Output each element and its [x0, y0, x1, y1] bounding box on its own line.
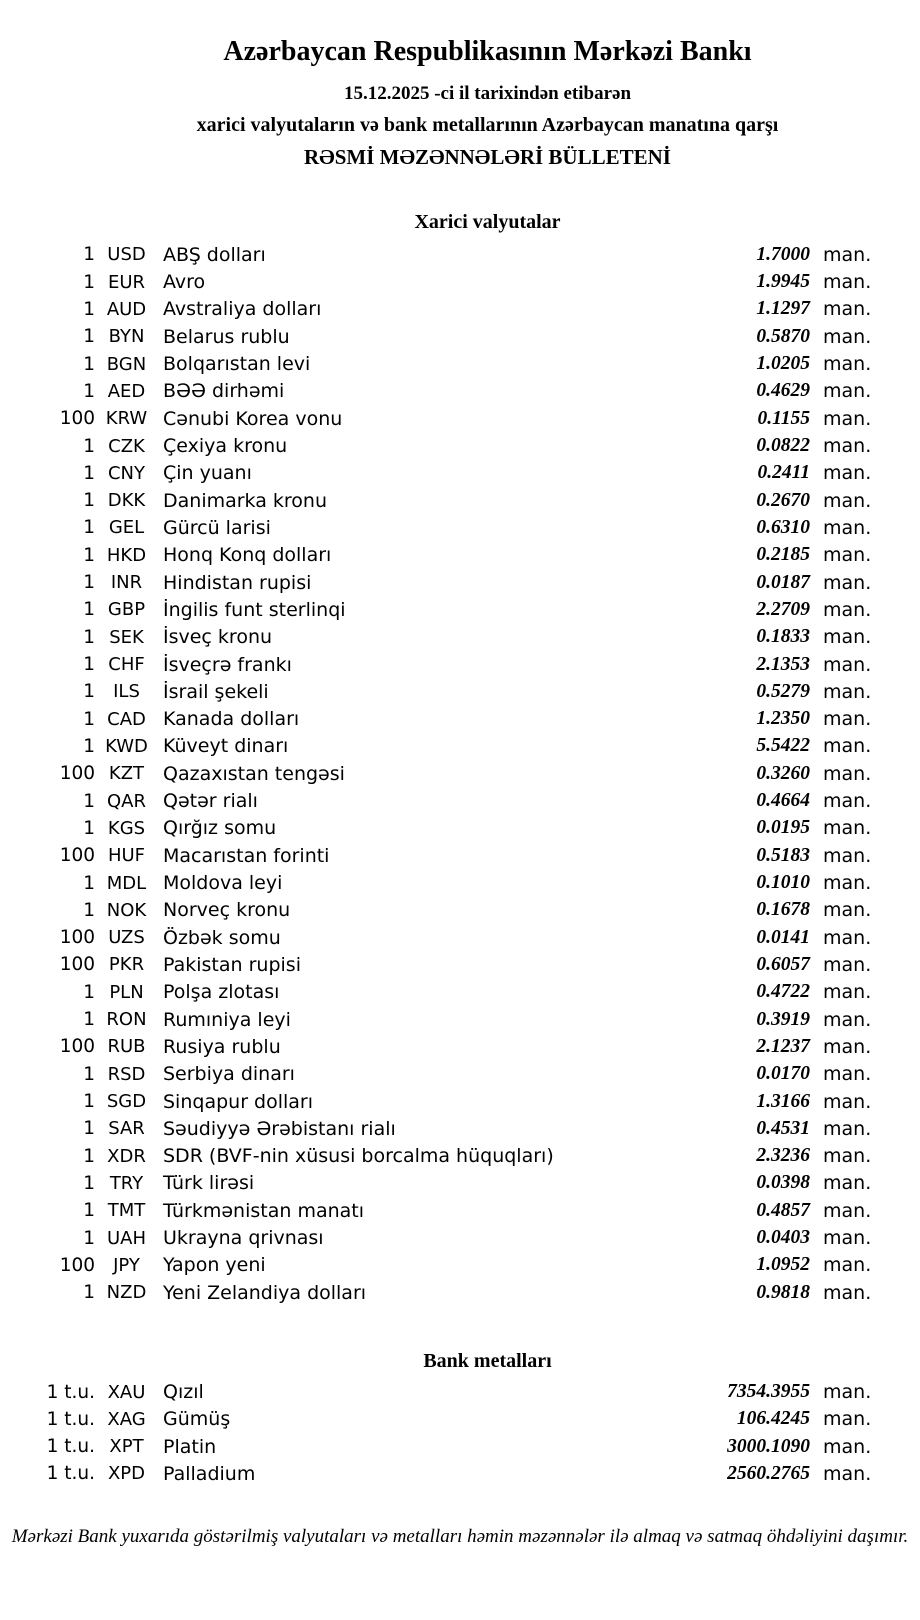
- currency-name: İngilis funt sterlinqi: [163, 598, 346, 621]
- currency-quantity: 1: [83, 353, 95, 375]
- currency-row: [0, 678, 920, 705]
- currency-row: [0, 432, 920, 459]
- currencies-section-heading: Xarici valyutalar: [414, 211, 561, 234]
- currency-code: UZS: [108, 927, 145, 949]
- manat-unit-label: man.: [823, 1408, 872, 1431]
- currency-rate: 0.0195: [756, 817, 810, 839]
- currency-code: RUB: [107, 1036, 146, 1058]
- currency-code: CHF: [108, 654, 145, 676]
- currency-code: PLN: [109, 981, 144, 1003]
- currency-code: GBP: [107, 599, 146, 621]
- currency-code: AUD: [106, 298, 147, 320]
- currency-rate: 0.3919: [756, 1008, 810, 1030]
- currency-row: [0, 514, 920, 541]
- currency-quantity: 1: [83, 298, 95, 320]
- manat-unit-label: man.: [823, 1090, 872, 1113]
- currency-code: BGN: [106, 353, 147, 375]
- subtitle-line: xarici valyutaların və bank metallarının Azərbaycan manatına qarşı: [196, 114, 779, 137]
- manat-unit-label: man.: [823, 271, 872, 294]
- manat-unit-label: man.: [823, 981, 872, 1004]
- currency-row: [0, 842, 920, 869]
- manat-unit-label: man.: [823, 462, 872, 485]
- currency-name: Avro: [163, 271, 206, 294]
- currency-name: ABŞ dolları: [163, 243, 266, 266]
- currency-quantity: 1: [83, 1227, 95, 1249]
- currency-quantity: 100: [59, 927, 95, 949]
- currency-row: [0, 897, 920, 924]
- metal-quantity: 1 t.u.: [46, 1381, 95, 1403]
- manat-unit-label: man.: [823, 844, 872, 867]
- currency-quantity: 1: [83, 1200, 95, 1222]
- currency-code: USD: [107, 244, 146, 266]
- currency-rate: 0.0187: [756, 571, 810, 593]
- currency-rate: 0.1678: [756, 899, 810, 921]
- manat-unit-label: man.: [823, 626, 872, 649]
- currency-code: KWD: [105, 735, 148, 757]
- currency-code: ILS: [113, 681, 140, 703]
- currency-row: [0, 869, 920, 896]
- currency-rate: 0.4664: [756, 790, 810, 812]
- manat-unit-label: man.: [823, 1227, 872, 1250]
- manat-unit-label: man.: [823, 899, 872, 922]
- currency-row: [0, 1033, 920, 1060]
- currency-quantity: 1: [83, 1145, 95, 1167]
- currency-rate: 2.3236: [756, 1145, 810, 1167]
- currency-code: GEL: [108, 517, 145, 539]
- currency-rate: 1.2350: [756, 708, 810, 730]
- currency-rate: 0.2670: [756, 489, 810, 511]
- currency-quantity: 1: [83, 380, 95, 402]
- currency-code: KRW: [105, 408, 148, 430]
- currency-row: [0, 760, 920, 787]
- metal-quantity: 1 t.u.: [46, 1436, 95, 1458]
- currency-rate: 0.4629: [756, 380, 810, 402]
- currency-rate: 0.0822: [756, 435, 810, 457]
- metal-quantity: 1 t.u.: [46, 1408, 95, 1430]
- currency-rate: 0.9818: [756, 1281, 810, 1303]
- currency-row: [0, 241, 920, 268]
- currency-code: TMT: [107, 1200, 146, 1222]
- manat-unit-label: man.: [823, 1435, 872, 1458]
- currency-name: Ukrayna qrivnası: [163, 1227, 324, 1250]
- manat-unit-label: man.: [823, 872, 872, 895]
- currency-code: KGS: [107, 817, 146, 839]
- manat-unit-label: man.: [823, 544, 872, 567]
- currency-quantity: 1: [83, 462, 95, 484]
- metal-row: [0, 1378, 920, 1405]
- currency-name: Polşa zlotası: [163, 981, 280, 1004]
- metal-rate: 2560.2765: [727, 1462, 810, 1484]
- metal-code: XPD: [107, 1463, 146, 1485]
- manat-unit-label: man.: [823, 435, 872, 458]
- manat-unit-label: man.: [823, 1281, 872, 1304]
- metal-code: XPT: [109, 1436, 144, 1458]
- currency-code: TRY: [109, 1172, 144, 1194]
- metal-row: [0, 1406, 920, 1433]
- currency-quantity: 1: [83, 708, 95, 730]
- currency-quantity: 100: [59, 845, 95, 867]
- currency-rate: 0.0398: [756, 1172, 810, 1194]
- currency-name: Sinqapur dolları: [163, 1090, 314, 1113]
- currency-rate: 2.1237: [756, 1035, 810, 1057]
- currency-quantity: 1: [83, 271, 95, 293]
- manat-unit-label: man.: [823, 380, 872, 403]
- currency-row: [0, 350, 920, 377]
- currency-row: [0, 733, 920, 760]
- currency-rate: 1.1297: [756, 298, 810, 320]
- currency-name: Çin yuanı: [163, 462, 252, 485]
- currency-quantity: 100: [59, 763, 95, 785]
- currency-code: SGD: [106, 1091, 147, 1113]
- currency-row: [0, 460, 920, 487]
- manat-unit-label: man.: [823, 571, 872, 594]
- currency-quantity: 100: [59, 1254, 95, 1276]
- currency-name: Belarus rublu: [163, 325, 290, 348]
- currency-row: [0, 405, 920, 432]
- disclaimer-text: Mərkəzi Bank yuxarıda göstərilmiş valyutaları və metalları həmin məzənnələr ilə almaq və satmaq öhdəliyini daşımır.: [11, 1525, 909, 1547]
- manat-unit-label: man.: [823, 298, 872, 321]
- currency-code: DKK: [107, 490, 146, 512]
- currency-quantity: 1: [83, 517, 95, 539]
- currency-code: EUR: [107, 271, 146, 293]
- currency-name: Qazaxıstan tengəsi: [163, 762, 345, 785]
- currency-name: Türk lirəsi: [163, 1172, 255, 1195]
- currency-row: [0, 951, 920, 978]
- currency-quantity: 1: [83, 681, 95, 703]
- currency-rate: 0.0170: [756, 1063, 810, 1085]
- currency-quantity: 1: [83, 244, 95, 266]
- currency-quantity: 1: [83, 899, 95, 921]
- currency-rate: 2.1353: [756, 653, 810, 675]
- currency-quantity: 1: [83, 1282, 95, 1304]
- currency-name: SDR (BVF-nin xüsusi borcalma hüquqları): [163, 1145, 554, 1168]
- currency-name: Rumıniya leyi: [163, 1008, 291, 1031]
- metals-table: [0, 1378, 920, 1487]
- manat-unit-label: man.: [823, 1381, 872, 1404]
- manat-unit-label: man.: [823, 243, 872, 266]
- currency-quantity: 1: [83, 1118, 95, 1140]
- currency-code: AED: [107, 380, 146, 402]
- currency-rate: 0.4857: [756, 1199, 810, 1221]
- currency-quantity: 1: [83, 572, 95, 594]
- manat-unit-label: man.: [823, 1063, 872, 1086]
- currency-rate: 0.3260: [756, 762, 810, 784]
- manat-unit-label: man.: [823, 817, 872, 840]
- currency-code: HKD: [106, 544, 147, 566]
- currency-row: [0, 269, 920, 296]
- currency-row: [0, 1061, 920, 1088]
- currency-rate: 0.6057: [756, 953, 810, 975]
- currency-name: Küveyt dinarı: [163, 735, 289, 758]
- currency-rate: 1.9945: [756, 271, 810, 293]
- manat-unit-label: man.: [823, 489, 872, 512]
- currency-row: [0, 1224, 920, 1251]
- currency-code: MDL: [106, 872, 147, 894]
- manat-unit-label: man.: [823, 790, 872, 813]
- currency-quantity: 1: [83, 544, 95, 566]
- currency-name: Qırğız somu: [163, 817, 277, 840]
- currency-code: QAR: [107, 790, 146, 812]
- currency-name: Kanada dolları: [163, 708, 300, 731]
- manat-unit-label: man.: [823, 1117, 872, 1140]
- manat-unit-label: man.: [823, 653, 872, 676]
- metal-name: Platin: [163, 1435, 217, 1458]
- currency-name: Macarıstan forinti: [163, 844, 330, 867]
- currency-row: [0, 1252, 920, 1279]
- currency-quantity: 100: [59, 954, 95, 976]
- manat-unit-label: man.: [823, 407, 872, 430]
- metal-rate: 106.4245: [736, 1408, 810, 1430]
- currency-rate: 1.3166: [756, 1090, 810, 1112]
- manat-unit-label: man.: [823, 598, 872, 621]
- manat-unit-label: man.: [823, 1008, 872, 1031]
- currency-rate: 0.1155: [757, 407, 810, 429]
- currency-row: [0, 323, 920, 350]
- currency-rate: 1.0205: [756, 353, 810, 375]
- currency-row: [0, 1143, 920, 1170]
- currency-rate: 0.4531: [756, 1117, 810, 1139]
- effective-date-line: 15.12.2025 -ci il tarixindən etibarən: [343, 83, 632, 105]
- currency-code: UAH: [106, 1227, 147, 1249]
- currency-rate: 0.4722: [756, 981, 810, 1003]
- currency-name: Norveç kronu: [163, 899, 291, 922]
- currency-name: Danimarka kronu: [163, 489, 328, 512]
- currency-name: Bolqarıstan levi: [163, 353, 311, 376]
- manat-unit-label: man.: [823, 953, 872, 976]
- currency-quantity: 1: [83, 654, 95, 676]
- currency-rate: 0.6310: [756, 516, 810, 538]
- currency-quantity: 1: [83, 1009, 95, 1031]
- currency-name: Səudiyyə Ərəbistanı rialı: [163, 1117, 396, 1140]
- manat-unit-label: man.: [823, 1172, 872, 1195]
- currency-row: [0, 378, 920, 405]
- currency-rate: 0.5279: [756, 680, 810, 702]
- currency-name: Pakistan rupisi: [163, 953, 301, 976]
- bulletin-title: RƏSMİ MƏZƏNNƏLƏRİ BÜLLETENİ: [304, 145, 671, 170]
- manat-unit-label: man.: [823, 1199, 872, 1222]
- metal-code: XAG: [107, 1408, 146, 1430]
- manat-unit-label: man.: [823, 735, 872, 758]
- metal-name: Gümüş: [163, 1408, 231, 1431]
- currency-name: Moldova leyi: [163, 872, 283, 895]
- manat-unit-label: man.: [823, 353, 872, 376]
- currency-name: BƏƏ dirhəmi: [163, 380, 285, 403]
- manat-unit-label: man.: [823, 516, 872, 539]
- currency-code: SAR: [108, 1118, 145, 1140]
- currency-quantity: 1: [83, 1172, 95, 1194]
- currency-code: PKR: [108, 954, 145, 976]
- manat-unit-label: man.: [823, 1254, 872, 1277]
- currency-name: Özbək somu: [163, 926, 281, 949]
- currency-quantity: 1: [83, 626, 95, 648]
- currency-name: Yapon yeni: [163, 1254, 266, 1277]
- currency-row: [0, 1197, 920, 1224]
- currency-rate: 0.5870: [756, 325, 810, 347]
- currency-rate: 0.0141: [756, 926, 810, 948]
- currencies-table: [0, 241, 920, 1306]
- currency-name: Çexiya kronu: [163, 435, 288, 458]
- currency-row: [0, 924, 920, 951]
- currency-row: [0, 706, 920, 733]
- currency-code: CAD: [107, 708, 146, 730]
- currency-quantity: 1: [83, 435, 95, 457]
- currency-row: [0, 787, 920, 814]
- currency-name: Rusiya rublu: [163, 1035, 281, 1058]
- currency-code: KZT: [108, 763, 145, 785]
- currency-code: CZK: [108, 435, 145, 457]
- currency-name: Honq Konq dolları: [163, 544, 332, 567]
- manat-unit-label: man.: [823, 708, 872, 731]
- currency-code: NOK: [106, 899, 147, 921]
- currency-quantity: 1: [83, 817, 95, 839]
- currency-row: [0, 651, 920, 678]
- currency-code: JPY: [113, 1254, 140, 1276]
- manat-unit-label: man.: [823, 1462, 872, 1485]
- currency-row: [0, 624, 920, 651]
- currency-rate: 1.7000: [756, 243, 810, 265]
- currency-rate: 0.5183: [756, 844, 810, 866]
- bulletin-page: [0, 36, 920, 1620]
- currency-code: CNY: [107, 462, 146, 484]
- manat-unit-label: man.: [823, 926, 872, 949]
- currency-quantity: 1: [83, 1091, 95, 1113]
- currency-code: SEK: [109, 626, 144, 648]
- currency-rate: 0.0403: [756, 1227, 810, 1249]
- bank-title: Azərbaycan Respublikasının Mərkəzi Bankı: [223, 36, 752, 67]
- manat-unit-label: man.: [823, 680, 872, 703]
- currency-row: [0, 979, 920, 1006]
- currency-quantity: 100: [59, 1036, 95, 1058]
- currency-rate: 0.1010: [756, 872, 810, 894]
- currency-rate: 2.2709: [756, 598, 810, 620]
- currency-quantity: 1: [83, 790, 95, 812]
- currency-row: [0, 1006, 920, 1033]
- currency-name: İsveçrə frankı: [163, 653, 292, 676]
- currency-name: Gürcü larisi: [163, 516, 271, 539]
- metal-row: [0, 1433, 920, 1460]
- currency-name: Cənubi Korea vonu: [163, 407, 343, 430]
- metal-rate: 3000.1090: [727, 1435, 810, 1457]
- currency-row: [0, 569, 920, 596]
- currency-code: RSD: [107, 1063, 146, 1085]
- currency-row: [0, 1088, 920, 1115]
- currency-row: [0, 487, 920, 514]
- currency-quantity: 100: [59, 408, 95, 430]
- currency-name: Yeni Zelandiya dolları: [163, 1281, 367, 1304]
- currency-rate: 1.0952: [756, 1254, 810, 1276]
- metal-name: Qızıl: [163, 1381, 204, 1404]
- currency-code: NZD: [106, 1282, 147, 1304]
- currency-quantity: 1: [83, 872, 95, 894]
- metal-rate: 7354.3955: [727, 1381, 810, 1403]
- currency-row: [0, 596, 920, 623]
- currency-rate: 0.2185: [756, 544, 810, 566]
- manat-unit-label: man.: [823, 1035, 872, 1058]
- currency-quantity: 1: [83, 1063, 95, 1085]
- manat-unit-label: man.: [823, 762, 872, 785]
- currency-row: [0, 542, 920, 569]
- currency-rate: 5.5422: [756, 735, 810, 757]
- currency-quantity: 1: [83, 599, 95, 621]
- currency-name: Hindistan rupisi: [163, 571, 312, 594]
- currency-row: [0, 1170, 920, 1197]
- bulletin-header: [0, 36, 920, 170]
- currency-row: [0, 1115, 920, 1142]
- currency-name: Qətər rialı: [163, 790, 258, 813]
- metal-code: XAU: [107, 1381, 146, 1403]
- currency-name: İsveç kronu: [163, 626, 273, 649]
- currency-row: [0, 296, 920, 323]
- currency-quantity: 1: [83, 981, 95, 1003]
- currency-name: Avstraliya dolları: [163, 298, 322, 321]
- currency-name: Türkmənistan manatı: [163, 1199, 365, 1222]
- currency-code: RON: [106, 1009, 147, 1031]
- currency-rate: 0.1833: [756, 626, 810, 648]
- metal-row: [0, 1460, 920, 1487]
- currency-quantity: 1: [83, 735, 95, 757]
- currency-code: HUF: [107, 845, 146, 867]
- currency-code: BYN: [108, 326, 145, 348]
- currency-quantity: 1: [83, 490, 95, 512]
- currency-quantity: 1: [83, 326, 95, 348]
- currency-code: XDR: [107, 1145, 146, 1167]
- currency-code: INR: [110, 572, 143, 594]
- currency-rate: 0.2411: [757, 462, 810, 484]
- metals-section-heading: Bank metalları: [423, 1350, 552, 1373]
- metal-name: Palladium: [163, 1462, 256, 1485]
- currency-name: Serbiya dinarı: [163, 1063, 295, 1086]
- currency-row: [0, 815, 920, 842]
- manat-unit-label: man.: [823, 1145, 872, 1168]
- manat-unit-label: man.: [823, 325, 872, 348]
- metal-quantity: 1 t.u.: [46, 1463, 95, 1485]
- currency-name: İsrail şekeli: [163, 680, 269, 703]
- currency-row: [0, 1279, 920, 1306]
